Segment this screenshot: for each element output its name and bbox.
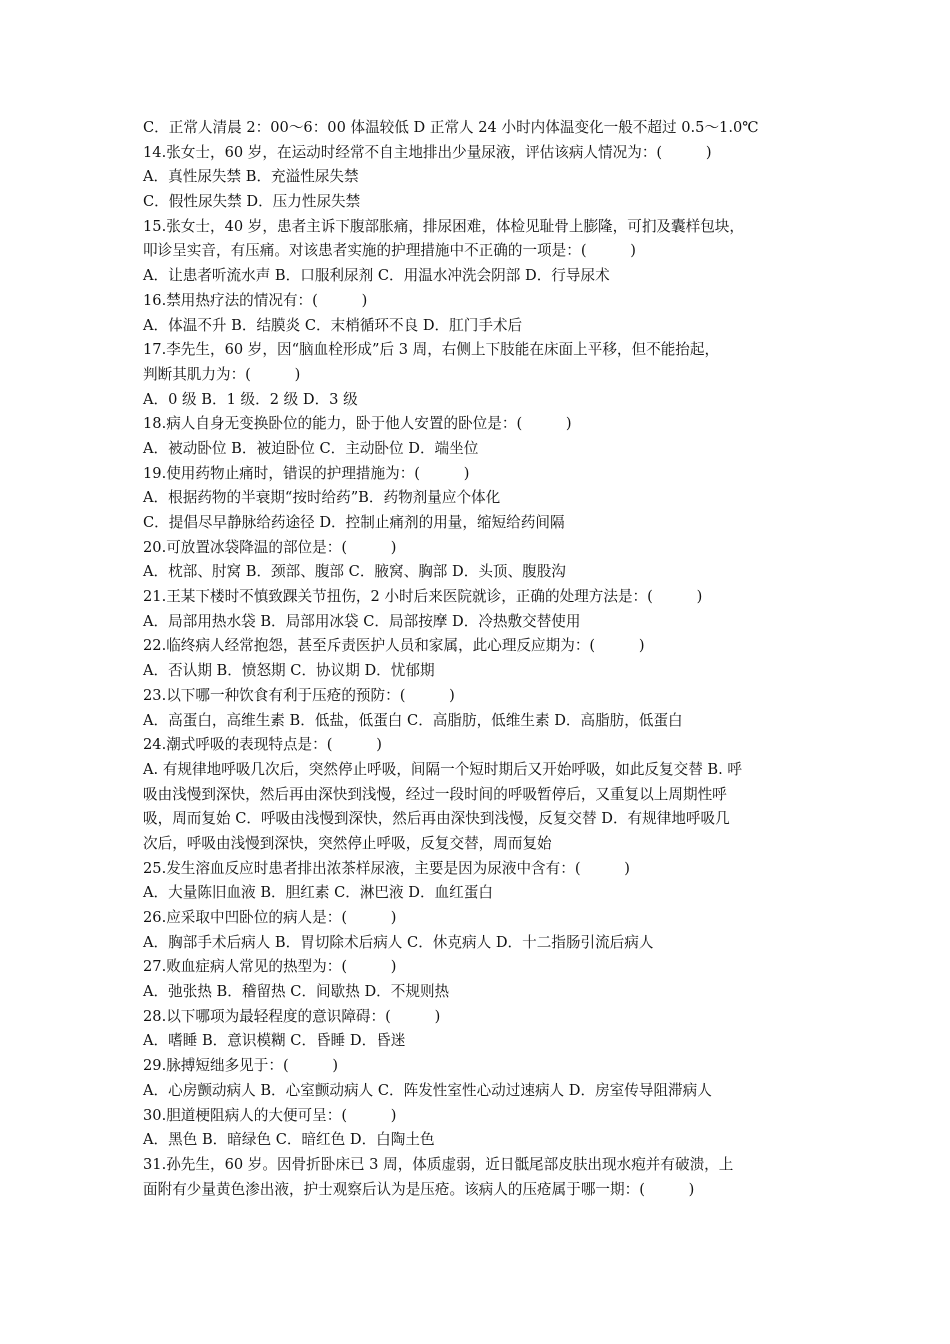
question-15-cont: 叩诊呈实音，有压痛。对该患者实施的护理措施中不正确的一项是：( )	[143, 242, 636, 260]
question-26: 26.应采取中凹卧位的病人是：( )	[143, 909, 397, 926]
options-19-cd: C．提倡尽早静脉给药途径 D．控制止痛剂的用量，缩短给药间隔	[143, 514, 565, 531]
question-19: 19.使用药物止痛时，错误的护理措施为：( )	[143, 464, 470, 482]
options-14-cd: C．假性尿失禁 D．压力性尿失禁	[143, 193, 361, 211]
question-17-cont: 判断其肌力为：( )	[143, 365, 301, 383]
options-17: A．0 级 B．1 级．2 级 D．3 级	[143, 390, 358, 408]
question-29: 29.脉搏短绌多见于：( )	[143, 1057, 339, 1075]
question-25: 25.发生溶血反应时患者排出浓茶样尿液，主要是因为尿液中含有：( )	[143, 859, 631, 877]
question-30: 30.胆道梗阻病人的大便可呈：( )	[143, 1106, 397, 1124]
question-18: 18.病人自身无变换卧位的能力，卧于他人安置的卧位是：( )	[143, 415, 572, 433]
options-16: A．体温不升 B．结膜炎 C．末梢循环不良 D．肛门手术后	[143, 316, 523, 334]
options-27: A．弛张热 B．稽留热 C．间歇热 D．不规则热	[143, 983, 450, 1001]
options-24-line-1: A. 有规律地呼吸几次后，突然停止呼吸，间隔一个短时期后又开始呼吸，如此反复交替 B. 呼	[143, 760, 743, 778]
options-14-ab: A．真性尿失禁 B．充溢性尿失禁	[143, 168, 359, 186]
text-line: C．正常人清晨 2：00～6：00 体温较低 D 正常人 24 小时内体温变化一般不超过 0.5～1.0℃	[143, 119, 759, 136]
question-22: 22.临终病人经常抱怨，甚至斥责医护人员和家属，此心理反应期为：( )	[143, 637, 645, 655]
options-19-ab: A．根据药物的半衰期“按时给药”B．药物剂量应个体化	[143, 489, 501, 507]
options-20: A．枕部、肘窝 B．颈部、腹部 C．腋窝、胸部 D．头顶、腹股沟	[143, 563, 566, 581]
options-25: A．大量陈旧血液 B．胆红素 C．淋巴液 D．血红蛋白	[143, 884, 493, 902]
question-14: 14.张女士，60 岁，在运动时经常不自主地排出少量尿液，评估该病人情况为：( )	[143, 143, 712, 161]
question-28: 28.以下哪项为最轻程度的意识障碍：( )	[143, 1007, 441, 1025]
document-page	[143, 116, 811, 1202]
options-28: A．嗜睡 B．意识模糊 C．昏睡 D．昏迷	[143, 1032, 406, 1050]
question-31-cont: 面附有少量黄色渗出液，护士观察后认为是压疮。该病人的压疮属于哪一期：( )	[143, 1180, 695, 1198]
question-15: 15.张女士，40 岁，患者主诉下腹部胀痛，排尿困难，体检见耻骨上膨隆，可扪及囊样包块，	[143, 217, 744, 235]
question-27: 27.败血症病人常见的热型为：( )	[143, 958, 397, 976]
options-21: A．局部用热水袋 B．局部用冰袋 C．局部按摩 D．冷热敷交替使用	[143, 612, 581, 630]
options-24-line-2: 吸由浅慢到深快，然后再由深快到浅慢，经过一段时间的呼吸暂停后，又重复以上周期性呼	[143, 785, 727, 803]
question-20: 20.可放置冰袋降温的部位是：( )	[143, 538, 397, 556]
options-29: A．心房颤动病人 B．心室颤动病人 C．阵发性室性心动过速病人 D．房室传导阻滞病人	[143, 1081, 712, 1099]
options-18: A．被动卧位 B．被迫卧位 C．主动卧位 D．端坐位	[143, 439, 479, 457]
options-23: A．高蛋白，高维生素 B．低盐，低蛋白 C．高脂肪，低维生素 D．高脂肪，低蛋白	[143, 711, 683, 729]
options-22: A．否认期 B．愤怒期 C．协议期 D．忧郁期	[143, 662, 435, 680]
options-24-line-4: 次后，呼吸由浅慢到深快，突然停止呼吸，反复交替，周而复始	[143, 834, 552, 852]
question-16: 16.禁用热疗法的情况有：( )	[143, 291, 368, 309]
question-23: 23.以下哪一种饮食有利于压疮的预防：( )	[143, 686, 455, 704]
options-26: A．胸部手术后病人 B．胃切除术后病人 C．休克病人 D．十二指肠引流后病人	[143, 933, 654, 951]
options-30: A．黑色 B．暗绿色 C．暗红色 D．白陶土色	[143, 1131, 435, 1149]
question-24: 24.潮式呼吸的表现特点是：( )	[143, 736, 382, 754]
options-15: A．让患者听流水声 B．口服利尿剂 C．用温水冲洗会阴部 D．行导尿术	[143, 267, 610, 285]
question-17: 17.李先生，60 岁，因“脑血栓形成”后 3 周，右侧上下肢能在床面上平移，但不能抬起，	[143, 341, 720, 359]
question-21: 21.王某下楼时不慎致踝关节扭伤，2 小时后来医院就诊，正确的处理方法是：( )	[143, 588, 703, 606]
question-31: 31.孙先生，60 岁。因骨折卧床已 3 周，体质虚弱，近日骶尾部皮肤出现水疱并有破溃，上	[143, 1155, 734, 1173]
options-24-line-3: 吸，周而复始 C．呼吸由浅慢到深快，然后再由深快到浅慢，反复交替 D．有规律地呼吸几	[143, 810, 730, 828]
